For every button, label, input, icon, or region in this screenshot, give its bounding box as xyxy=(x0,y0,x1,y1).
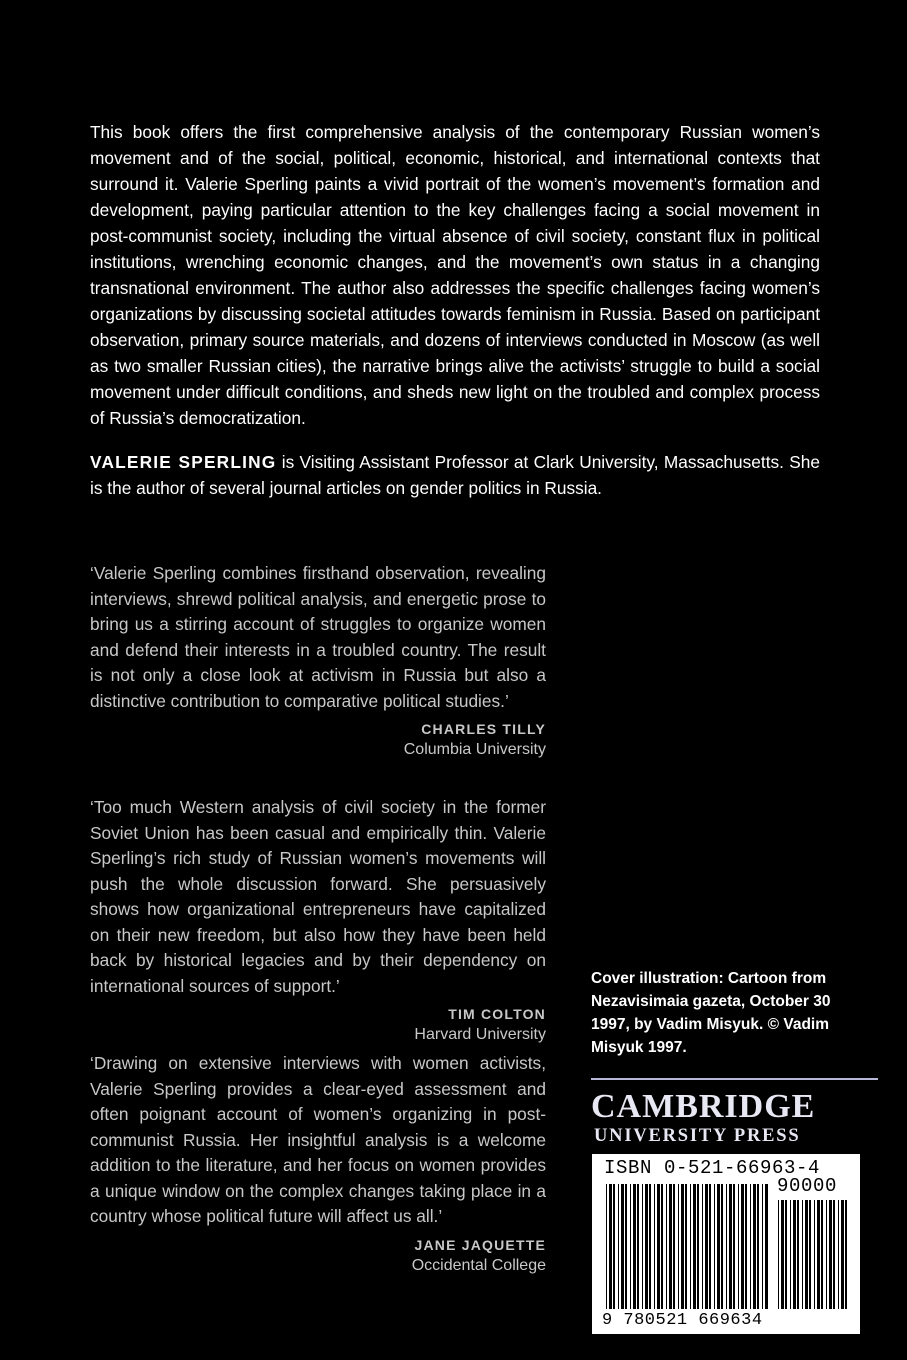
barcode-bar xyxy=(669,1184,672,1309)
barcode-bar xyxy=(821,1200,823,1309)
barcode-bar xyxy=(790,1200,791,1309)
barcode-bar xyxy=(709,1184,711,1309)
barcode-bar xyxy=(721,1184,723,1309)
barcode-bar xyxy=(826,1200,827,1309)
barcode-bar xyxy=(693,1184,696,1309)
barcode-bar xyxy=(809,1200,811,1309)
barcode-bar xyxy=(738,1184,739,1309)
barcode-bar xyxy=(785,1200,787,1309)
publisher-subtitle: UNIVERSITY PRESS xyxy=(594,1126,801,1146)
barcode-bar xyxy=(753,1184,756,1309)
endorser-institution: Harvard University xyxy=(414,1026,546,1043)
barcode-bar xyxy=(833,1200,835,1309)
quote-text: ‘Valerie Sperling combines firsthand observation, revealing interviews, shrewd political analysis, and energetic prose to bring us a stirring account of struggles to organize women and defend their interests in a troubled country. The result is not only a close look at activism in Russia but also a distinctive contribution to comparative political studies.’ xyxy=(90,563,546,711)
barcode-bar xyxy=(649,1184,651,1309)
barcode-bar xyxy=(678,1184,679,1309)
isbn-number: ISBN 0-521-66963-4 xyxy=(604,1157,821,1179)
publisher-name: CAMBRIDGE xyxy=(591,1088,816,1125)
barcode-bar xyxy=(702,1184,703,1309)
barcode-bar xyxy=(838,1200,839,1309)
author-bio xyxy=(90,449,820,501)
quote-attribution xyxy=(90,1235,546,1277)
barcode-bar xyxy=(625,1184,627,1309)
price-code: 90000 xyxy=(777,1175,838,1197)
barcode-bar xyxy=(633,1184,636,1309)
barcode-bar xyxy=(750,1184,751,1309)
barcode-bar xyxy=(745,1184,747,1309)
barcode-bar xyxy=(714,1184,715,1309)
barcode-bar xyxy=(765,1184,768,1309)
barcode-bar xyxy=(618,1184,619,1309)
quote-text: ‘Drawing on extensive interviews with women activists, Valerie Sperling provides a clear-eyed assessment and often poignant account of women’s organizing in post-communist Russia. Her insightful analysis is a welcome addition to the literature, and her focus on women provides a unique window on the complex changes taking place in a country whose political future will affect us all.’ xyxy=(90,1053,546,1226)
barcode-bar xyxy=(717,1184,720,1309)
barcode-bar xyxy=(666,1184,667,1309)
barcode-bar xyxy=(606,1184,607,1309)
endorsement-quote xyxy=(90,1051,546,1277)
barcode-bar xyxy=(685,1184,687,1309)
barcode-bar xyxy=(729,1184,732,1309)
barcode-bar xyxy=(733,1184,735,1309)
isbn-barcode xyxy=(592,1154,860,1334)
book-description xyxy=(90,119,820,431)
barcode-bar xyxy=(609,1184,612,1309)
barcode-bar xyxy=(762,1184,763,1309)
endorser-institution: Columbia University xyxy=(403,741,546,758)
barcode-bar xyxy=(841,1200,844,1309)
ean-number: 9 780521 669634 xyxy=(602,1311,763,1330)
author-name: VALERIE SPERLING xyxy=(90,452,277,472)
barcode-bar xyxy=(697,1184,699,1309)
barcode-bar xyxy=(630,1184,631,1309)
barcode-bar xyxy=(705,1184,708,1309)
barcode-bar xyxy=(741,1184,744,1309)
barcode-bar xyxy=(681,1184,684,1309)
endorser-name: CHARLES TILLY xyxy=(421,721,546,737)
barcode-bar xyxy=(845,1200,847,1309)
barcode-bar xyxy=(797,1200,799,1309)
barcode-bar xyxy=(757,1184,759,1309)
barcode-bar xyxy=(637,1184,639,1309)
barcode-bar xyxy=(814,1200,815,1309)
barcode-bar xyxy=(726,1184,727,1309)
barcode-bar xyxy=(817,1200,820,1309)
author-bio-text: is Visiting Assistant Professor at Clark University, Massachusetts. She is the author of several journal articles on gender politics in Russia. xyxy=(90,452,820,498)
barcode-bar xyxy=(654,1184,655,1309)
endorsement-quote xyxy=(90,795,546,1046)
endorser-name: TIM COLTON xyxy=(448,1006,546,1022)
quote-attribution xyxy=(90,1004,546,1046)
barcode-bar xyxy=(778,1200,779,1309)
endorsement-quote xyxy=(90,561,546,761)
barcode-bar xyxy=(690,1184,691,1309)
barcode-bar xyxy=(793,1200,796,1309)
publisher-divider xyxy=(591,1078,878,1080)
barcode-bar xyxy=(673,1184,675,1309)
quote-text: ‘Too much Western analysis of civil society in the former Soviet Union has been casual and empirically thin. Valerie Sperling’s rich study of Russian women’s movements will push the whole discussion forward. She persuasively shows how organizational entrepreneurs have capitalized on their new freedom, but also how they have been held back by historical legacies and by their dependency on international sources of support.’ xyxy=(90,797,546,996)
endorser-name: JANE JAQUETTE xyxy=(414,1236,546,1253)
barcode-bar xyxy=(781,1200,784,1309)
description-text: This book offers the first comprehensive analysis of the contemporary Russian women’s movement and of the social, political, economic, historical, and international contexts that surround it. Valerie Sperling paints a vivid portrait of the women’s movement’s formation and development, paying particular attention to the key challenges facing a social movement in post-communist society, including the virtual absence of civil society, constant flux in political institutions, wrenching economic changes, and the movement’s own status in a changing transnational environment. The author also addresses the specific challenges facing women’s organizations by discussing societal attitudes towards feminism in Russia. Based on participant observation, primary source materials, and dozens of interviews conducted in Moscow (as well as two smaller Russian cities), the narrative brings alive the activists’ struggle to build a social movement under difficult conditions, and sheds new light on the troubled and complex process of Russia’s democratization. xyxy=(90,122,820,428)
barcode-bar xyxy=(829,1200,832,1309)
barcode-bar xyxy=(661,1184,663,1309)
barcode-bar xyxy=(613,1184,615,1309)
barcode-bar xyxy=(645,1184,648,1309)
quote-attribution xyxy=(90,719,546,761)
barcode-bar xyxy=(805,1200,808,1309)
barcode-bar xyxy=(802,1200,803,1309)
barcode-bar xyxy=(621,1184,624,1309)
endorser-institution: Occidental College xyxy=(411,1256,546,1274)
barcode-bar xyxy=(642,1184,643,1309)
barcode-bar xyxy=(657,1184,660,1309)
cover-illustration-credit: Cover illustration: Cartoon from Nezavisimaia gazeta, October 30 1997, by Vadim Misyuk. © Vadim Misyuk 1997. xyxy=(591,970,831,1056)
